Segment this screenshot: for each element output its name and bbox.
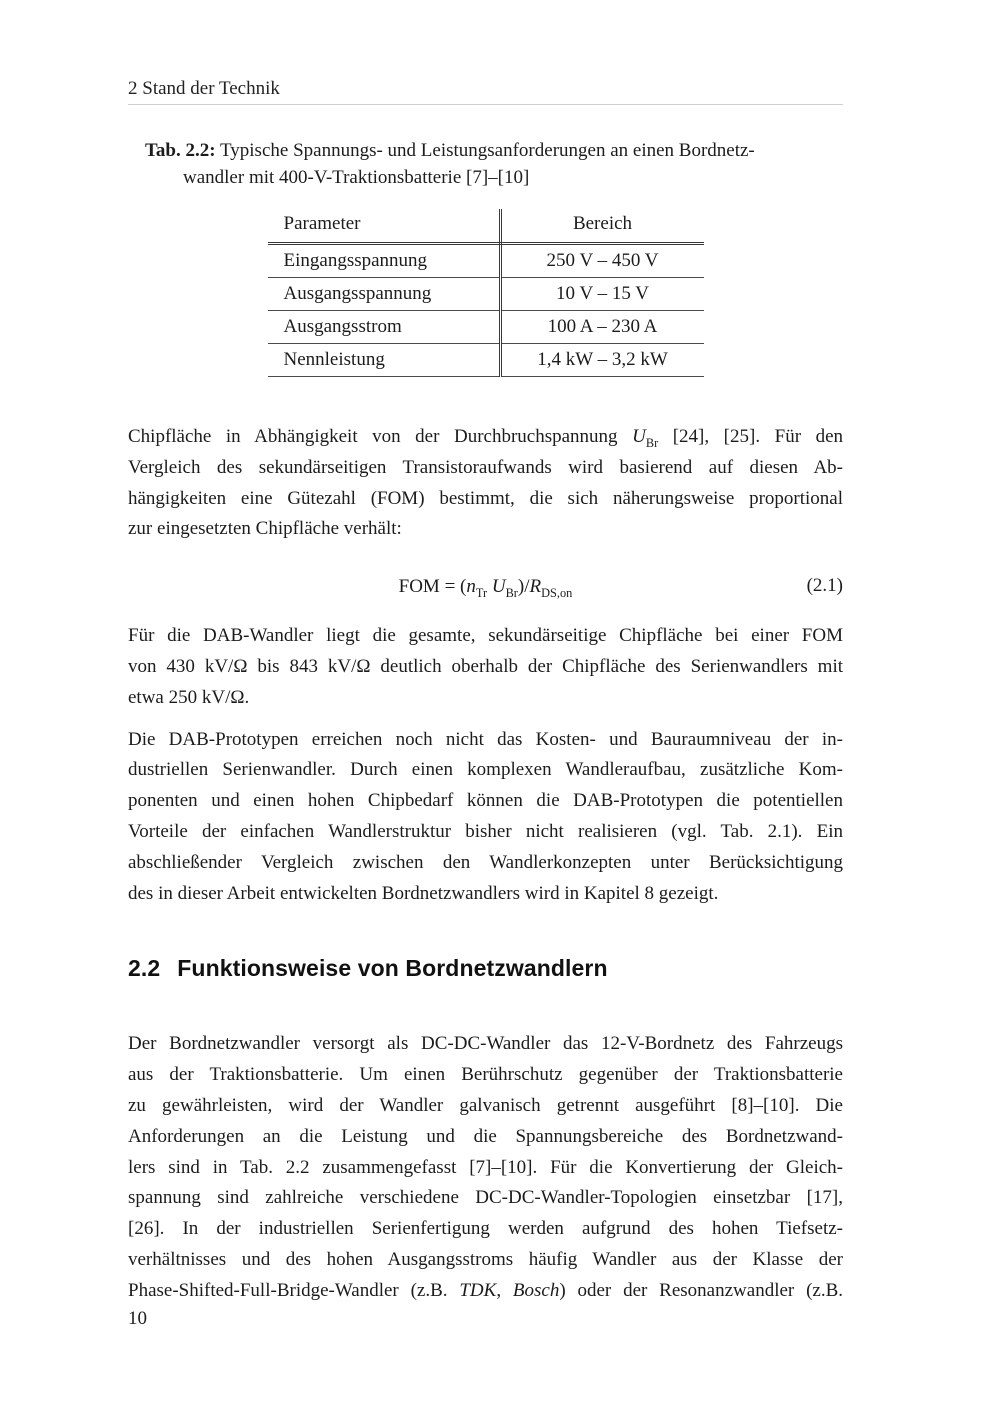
header-rule	[128, 104, 843, 105]
text-line: des in dieser Arbeit entwickelten Bordnetzwandlers wird in Kapitel 8 gezeigt.	[128, 882, 719, 904]
table-cell: Nennleistung	[268, 344, 501, 377]
paragraph-dab-prototypen	[128, 725, 843, 910]
table-cell: 10 V – 15 V	[500, 278, 704, 311]
text-line: aus der Traktionsbatterie. Um einen Berührschutz gegenüber der Traktionsbatterie	[128, 1064, 843, 1086]
text-line: zu gewährleisten, wird der Wandler galvanisch getrennt ausgeführt [8]–[10]. Die	[128, 1094, 843, 1116]
table-row	[268, 278, 704, 311]
equation-row	[128, 566, 843, 608]
equation-number: (2.1)	[806, 575, 843, 597]
section-title: Funktionsweise von Bordnetzwandlern	[177, 955, 608, 982]
parameters-table	[268, 209, 704, 377]
text-line: abschließender Vergleich zwischen den Wandlerkonzepten unter Berücksichtigung	[128, 851, 843, 873]
equation-fom: FOM = ($n_{Tr}$ $U_{Br})/R_{DS,on}$	[398, 576, 573, 600]
table-row	[268, 344, 704, 377]
text-line: Anforderungen an die Leistung und die Spannungsbereiche des Bordnetzwand-	[128, 1125, 843, 1147]
text-line: zur eingesetzten Chipfläche verhält:	[128, 518, 402, 540]
text-line: verhältnisses und des hohen Ausgangsstroms häufig Wandler aus der Klasse der	[128, 1248, 843, 1270]
text-line: [26]. In der industriellen Serienfertigung werden aufgrund des hohen Tiefsetz-	[128, 1218, 843, 1240]
running-header: 2 Stand der Technik	[128, 78, 280, 99]
table-cell: Ausgangsstrom	[268, 311, 501, 344]
paragraph-bordnetzwandler	[128, 1029, 843, 1306]
text-line: spannung sind zahlreiche verschiedene DC-DC-Wandler-Topologien einsetzbar [17],	[128, 1187, 843, 1209]
table-caption-line2: wandler mit 400-V-Traktionsbatterie [7]–[10]	[183, 166, 530, 188]
table-caption-label: Tab. 2.2:	[145, 140, 216, 161]
table-row	[268, 244, 704, 278]
table-row	[268, 311, 704, 344]
text-line: Die DAB-Prototypen erreichen noch nicht das Kosten- und Bauraumniveau der in-	[128, 728, 843, 750]
text-line: Chipfläche in Abhängigkeit von der Durchbruchspannung $U_{Br}$ [24], [25]. Für den	[128, 426, 843, 450]
column-header: Parameter	[268, 209, 501, 244]
page-number: 10	[128, 1308, 147, 1329]
table-header-row	[268, 209, 704, 244]
text-column	[128, 0, 843, 1307]
table-cell: 100 A – 230 A	[500, 311, 704, 344]
table-cell: 1,4 kW – 3,2 kW	[500, 344, 704, 377]
text-line: dustriellen Serienwandler. Durch einen komplexen Wandleraufbau, zusätzliche Kom-	[128, 759, 843, 781]
table-caption-text: Typische Spannungs- und Leistungsanforderungen an einen Bordnetz-	[220, 140, 755, 161]
text-line: von 430 kV/Ω bis 843 kV/Ω deutlich oberhalb der Chipfläche des Serienwandlers mit	[128, 655, 843, 677]
text-line: Phase-Shifted-Full-Bridge-Wandler (z.B. TDK, Bosch) oder der Resonanzwandler (z.B.	[128, 1279, 844, 1301]
text-line: Vorteile der einfachen Wandlerstruktur bisher nicht realisieren (vgl. Tab. 2.1). Ein	[128, 820, 843, 842]
text-line: Für die DAB-Wandler liegt die gesamte, sekundärseitige Chipfläche bei einer FOM	[128, 625, 843, 647]
text-line: lers sind in Tab. 2.2 zusammengefasst [7]–[10]. Für die Konvertierung der Gleich-	[128, 1156, 843, 1178]
table-cell: 250 V – 450 V	[500, 244, 704, 278]
section-heading	[128, 954, 843, 982]
text-line: hängigkeiten eine Gütezahl (FOM) bestimmt, die sich näherungsweise proportional	[128, 487, 843, 509]
text-line: Vergleich des sekundärseitigen Transistoraufwands wird basierend auf diesen Ab-	[128, 456, 843, 478]
paragraph-chipflaeche	[128, 422, 843, 545]
text-line: etwa 250 kV/Ω.	[128, 686, 250, 708]
table-caption-line1	[145, 138, 843, 165]
section-number: 2.2	[128, 955, 161, 982]
paragraph-dab-fom	[128, 621, 843, 713]
column-header: Bereich	[500, 209, 704, 244]
table-cell: Eingangsspannung	[268, 244, 501, 278]
text-line: ponenten und einen hohen Chipbedarf können die DAB-Prototypen die potentiellen	[128, 790, 843, 812]
table-cell: Ausgangsspannung	[268, 278, 501, 311]
text-line: Der Bordnetzwandler versorgt als DC-DC-Wandler das 12-V-Bordnetz des Fahrzeugs	[128, 1033, 843, 1055]
table-caption	[145, 138, 843, 191]
